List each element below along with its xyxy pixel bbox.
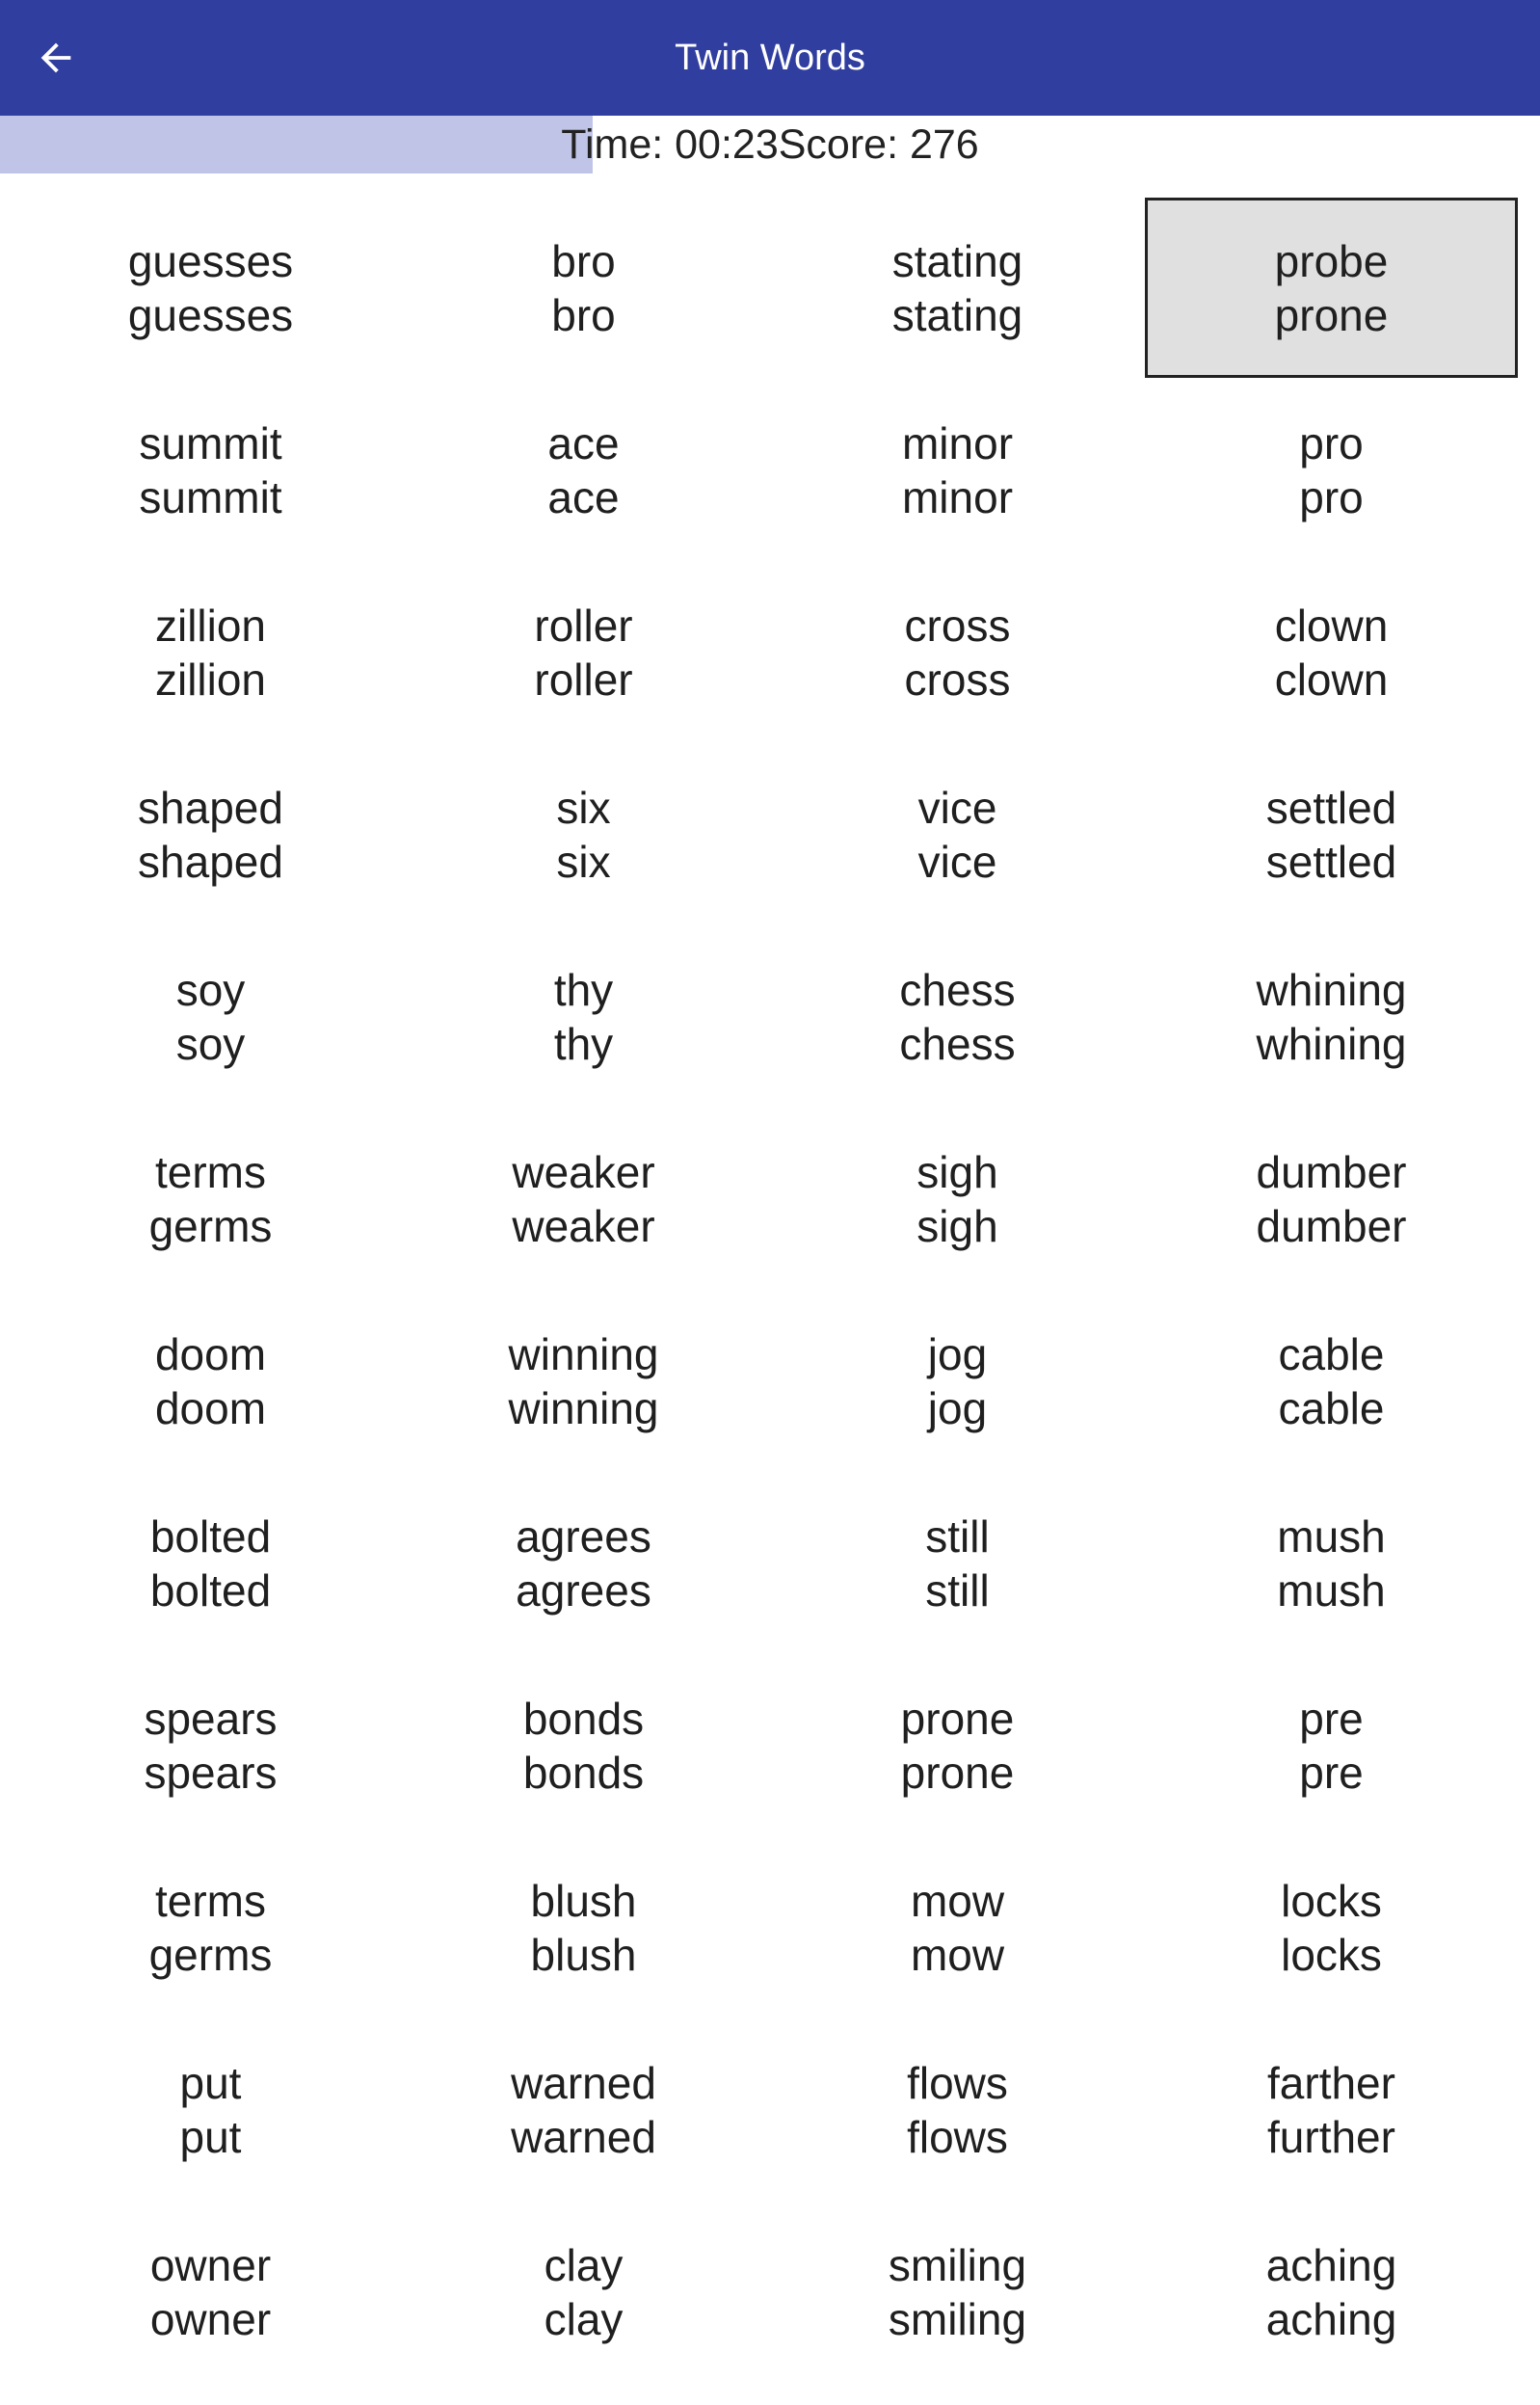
word-bottom: pro: [1299, 471, 1364, 522]
word-bottom: aching: [1265, 2293, 1397, 2344]
word-top: clay: [544, 2239, 624, 2290]
word-pair-cell[interactable]: [397, 1473, 770, 1653]
word-top: vice: [917, 782, 997, 833]
word-pair-cell[interactable]: [771, 2202, 1144, 2382]
word-pair-cell[interactable]: [1145, 744, 1518, 924]
word-bottom: spears: [144, 1747, 278, 1798]
word-bottom: winning: [508, 1382, 659, 1433]
word-pair-cell[interactable]: [397, 1109, 770, 1289]
word-top: prone: [900, 1693, 1015, 1744]
word-grid: [0, 193, 1540, 2405]
word-pair-cell[interactable]: [771, 2019, 1144, 2200]
word-pair-cell[interactable]: [397, 2019, 770, 2200]
word-bottom: smiling: [888, 2293, 1027, 2344]
word-top: winning: [508, 1328, 659, 1379]
word-pair-cell[interactable]: [771, 562, 1144, 742]
status-text: [0, 116, 1540, 174]
word-bottom: whining: [1256, 1018, 1407, 1069]
word-top: agrees: [516, 1510, 651, 1562]
word-pair-cell[interactable]: [1145, 2019, 1518, 2200]
word-bottom: soy: [175, 1018, 246, 1069]
word-bottom: pre: [1299, 1747, 1364, 1798]
word-bottom: bonds: [522, 1747, 645, 1798]
word-bottom: germs: [148, 1200, 273, 1251]
word-pair-cell[interactable]: [397, 562, 770, 742]
word-pair-cell[interactable]: [1145, 380, 1518, 560]
word-top: still: [925, 1510, 990, 1562]
word-bottom: flows: [907, 2111, 1008, 2162]
word-pair-cell[interactable]: [24, 198, 397, 378]
word-bottom: clay: [544, 2293, 624, 2344]
word-bottom: sigh: [916, 1200, 998, 1251]
word-pair-cell[interactable]: [771, 744, 1144, 924]
word-bottom: ace: [547, 471, 620, 522]
word-bottom: summit: [139, 471, 282, 522]
word-pair-cell[interactable]: [397, 744, 770, 924]
word-pair-cell[interactable]: [771, 1837, 1144, 2018]
word-bottom: cable: [1278, 1382, 1385, 1433]
word-bottom: settled: [1265, 836, 1397, 887]
word-bottom: locks: [1281, 1929, 1382, 1980]
word-top: whining: [1256, 964, 1407, 1015]
word-pair-cell[interactable]: [24, 1655, 397, 1835]
word-top: shaped: [138, 782, 283, 833]
word-top: jog: [927, 1328, 988, 1379]
word-bottom: shaped: [138, 836, 283, 887]
word-top: clown: [1274, 600, 1389, 651]
word-top: blush: [530, 1875, 637, 1926]
arrow-left-icon: [34, 36, 78, 80]
word-pair-cell[interactable]: [24, 2019, 397, 2200]
word-top: guesses: [127, 235, 294, 286]
word-top: terms: [155, 1146, 266, 1197]
word-top: locks: [1281, 1875, 1382, 1926]
word-top: settled: [1265, 782, 1397, 833]
word-pair-cell[interactable]: [397, 380, 770, 560]
word-bottom: thy: [553, 1018, 614, 1069]
word-bottom: prone: [900, 1747, 1015, 1798]
word-bottom: owner: [149, 2293, 272, 2344]
word-bottom: doom: [154, 1382, 267, 1433]
word-bottom: stating: [891, 289, 1023, 340]
word-pair-cell[interactable]: [771, 1291, 1144, 1471]
word-top: pre: [1299, 1693, 1364, 1744]
word-pair-cell[interactable]: [771, 198, 1144, 378]
word-pair-cell[interactable]: [24, 1473, 397, 1653]
word-pair-cell[interactable]: [771, 380, 1144, 560]
word-bottom: roller: [534, 654, 633, 705]
word-top: mow: [910, 1875, 1005, 1926]
word-pair-cell[interactable]: [771, 1655, 1144, 1835]
word-top: doom: [154, 1328, 267, 1379]
word-bottom: guesses: [127, 289, 294, 340]
word-bottom: further: [1267, 2111, 1395, 2162]
word-pair-cell[interactable]: [771, 926, 1144, 1107]
word-bottom: warned: [511, 2111, 656, 2162]
word-pair-cell[interactable]: [24, 1109, 397, 1289]
word-bottom: minor: [901, 471, 1014, 522]
word-top: farther: [1267, 2057, 1395, 2108]
word-top: cable: [1278, 1328, 1385, 1379]
word-top: dumber: [1256, 1146, 1407, 1197]
app-title: Twin Words: [675, 37, 865, 78]
word-bottom: prone: [1274, 289, 1389, 340]
word-top: bolted: [149, 1510, 272, 1562]
word-pair-cell[interactable]: [771, 1473, 1144, 1653]
word-top: spears: [144, 1693, 278, 1744]
word-top: owner: [149, 2239, 272, 2290]
word-pair-cell[interactable]: [24, 744, 397, 924]
word-bottom: clown: [1274, 654, 1389, 705]
word-pair-cell[interactable]: [397, 1291, 770, 1471]
word-top: zillion: [154, 600, 267, 651]
word-bottom: jog: [927, 1382, 988, 1433]
word-pair-cell[interactable]: [24, 380, 397, 560]
word-top: summit: [139, 417, 282, 468]
word-bottom: bolted: [149, 1564, 272, 1616]
word-bottom: blush: [530, 1929, 637, 1980]
word-top: bro: [551, 235, 616, 286]
time-label: Time: 00:23: [561, 120, 779, 168]
word-pair-cell[interactable]: [1145, 1109, 1518, 1289]
word-pair-cell[interactable]: [1145, 562, 1518, 742]
word-top: ace: [547, 417, 620, 468]
word-pair-cell[interactable]: [24, 1291, 397, 1471]
back-button[interactable]: [21, 23, 91, 93]
word-pair-cell[interactable]: [1145, 1655, 1518, 1835]
score-label: Score: 276: [778, 120, 979, 168]
word-bottom: zillion: [154, 654, 267, 705]
word-top: bonds: [522, 1693, 645, 1744]
word-top: six: [556, 782, 611, 833]
word-pair-cell[interactable]: [24, 562, 397, 742]
word-bottom: mush: [1277, 1564, 1386, 1616]
word-top: flows: [907, 2057, 1008, 2108]
word-bottom: put: [179, 2111, 242, 2162]
word-top: thy: [553, 964, 614, 1015]
word-pair-cell[interactable]: [1145, 2202, 1518, 2382]
word-bottom: cross: [904, 654, 1011, 705]
word-top: pro: [1299, 417, 1364, 468]
word-pair-cell[interactable]: [1145, 198, 1518, 378]
app-bar: [0, 0, 1540, 116]
word-pair-cell[interactable]: [397, 1837, 770, 2018]
word-pair-cell[interactable]: [1145, 1291, 1518, 1471]
word-pair-cell[interactable]: [397, 1655, 770, 1835]
word-top: weaker: [512, 1146, 655, 1197]
word-pair-cell[interactable]: [24, 2202, 397, 2382]
word-pair-cell[interactable]: [397, 926, 770, 1107]
word-bottom: bro: [551, 289, 616, 340]
word-bottom: germs: [148, 1929, 273, 1980]
word-pair-cell[interactable]: [1145, 926, 1518, 1107]
word-bottom: agrees: [516, 1564, 651, 1616]
word-top: roller: [534, 600, 633, 651]
word-bottom: mow: [910, 1929, 1005, 1980]
word-top: minor: [901, 417, 1014, 468]
word-top: soy: [175, 964, 246, 1015]
word-top: smiling: [888, 2239, 1027, 2290]
word-top: terms: [155, 1875, 266, 1926]
word-top: probe: [1274, 235, 1389, 286]
word-pair-cell[interactable]: [1145, 1837, 1518, 2018]
word-bottom: chess: [899, 1018, 1016, 1069]
word-top: stating: [891, 235, 1023, 286]
status-bar: [0, 116, 1540, 174]
word-pair-cell[interactable]: [24, 1837, 397, 2018]
word-top: sigh: [916, 1146, 998, 1197]
word-bottom: vice: [917, 836, 997, 887]
word-pair-cell[interactable]: [397, 2202, 770, 2382]
word-top: aching: [1265, 2239, 1397, 2290]
word-top: cross: [904, 600, 1011, 651]
word-pair-cell[interactable]: [24, 926, 397, 1107]
word-top: warned: [511, 2057, 656, 2108]
word-bottom: weaker: [512, 1200, 655, 1251]
word-bottom: dumber: [1256, 1200, 1407, 1251]
word-top: mush: [1277, 1510, 1386, 1562]
word-pair-cell[interactable]: [1145, 1473, 1518, 1653]
word-pair-cell[interactable]: [771, 1109, 1144, 1289]
word-top: chess: [899, 964, 1016, 1015]
word-bottom: still: [925, 1564, 990, 1616]
word-top: put: [179, 2057, 242, 2108]
word-pair-cell[interactable]: [397, 198, 770, 378]
word-bottom: six: [556, 836, 611, 887]
